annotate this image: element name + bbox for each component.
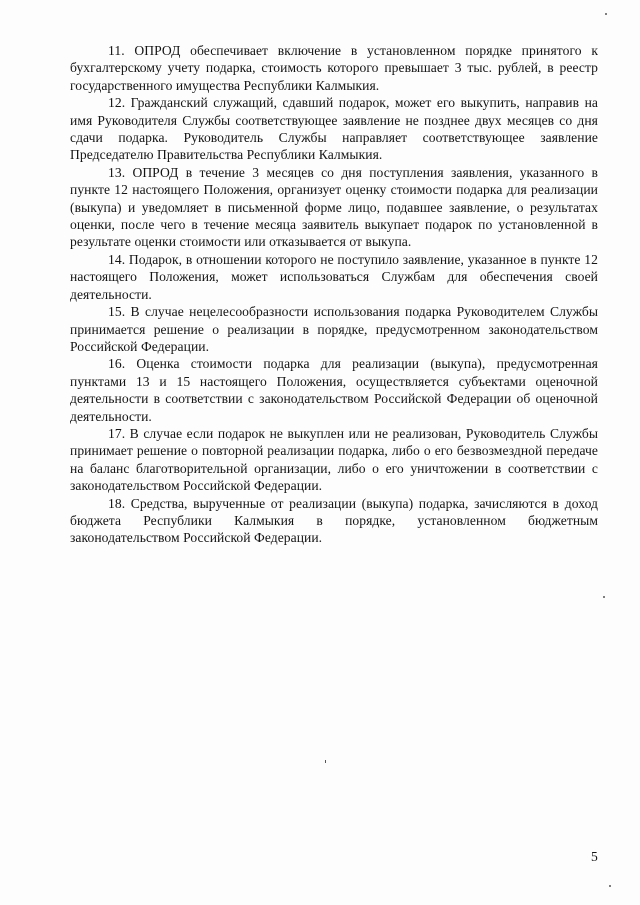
paragraph-16: 16. Оценка стоимости подарка для реализации (выкупа), предусмотренная пунктами 13 и 15 настоящего Положения, осуществляется субъектами оценочной деятельности в соответствии с законодательством Российской Федерации об оценочной деятельности. [70, 356, 598, 424]
scan-speck [325, 760, 326, 763]
paragraph-15: 15. В случае нецелесообразности использования подарка Руководителем Службы принимается решение о реализации в порядке, предусмотренном законодательством Российской Федерации. [70, 304, 598, 354]
scan-speck [603, 596, 605, 598]
scan-speck [605, 13, 607, 15]
paragraph-13: 13. ОПРОД в течение 3 месяцев со дня поступления заявления, указанного в пункте 12 настоящего Положения, организует оценку стоимости подарка для реализации (выкупа) и уведомляет в письменной форме лицо, подавшее заявление, о результатах оценки, после чего в течение месяца заявитель выкупает подарок по установленной в результате оценки стоимости или отказывается от выкупа. [70, 164, 598, 250]
paragraph-12: 12. Гражданский служащий, сдавший подарок, может его выкупить, направив на имя Руководителя Службы соответствующее заявление не позднее двух месяцев со дня сдачи подарка. Руководитель Службы направляет соответствующее заявление Председателю Правительства Республики Калмыкия. [70, 95, 598, 163]
page-number: 5 [591, 849, 598, 864]
document-body [70, 42, 598, 547]
scan-speck [609, 885, 611, 887]
paragraph-11: 11. ОПРОД обеспечивает включение в установленном порядке принятого к бухгалтерскому учету подарка, стоимость которого превышает 3 тыс. рублей, в реестр государственного имущества Республики Калмыкия. [70, 43, 598, 93]
paragraph-18: 18. Средства, вырученные от реализации (выкупа) подарка, зачисляются в доход бюджета Республики Калмыкия в порядке, установленном бюджетным законодательством Российской Федерации. [70, 495, 598, 546]
paragraph-14: 14. Подарок, в отношении которого не поступило заявление, указанное в пункте 12 настоящего Положения, может использоваться Службам для обеспечения своей деятельности. [70, 251, 598, 302]
paragraph-17: 17. В случае если подарок не выкуплен или не реализован, Руководитель Службы принимает решение о повторной реализации подарка, либо о его безвозмездной передаче на баланс благотворительной организации, либо о его уничтожении в соответствии с законодательством Российской Федерации. [70, 425, 598, 494]
